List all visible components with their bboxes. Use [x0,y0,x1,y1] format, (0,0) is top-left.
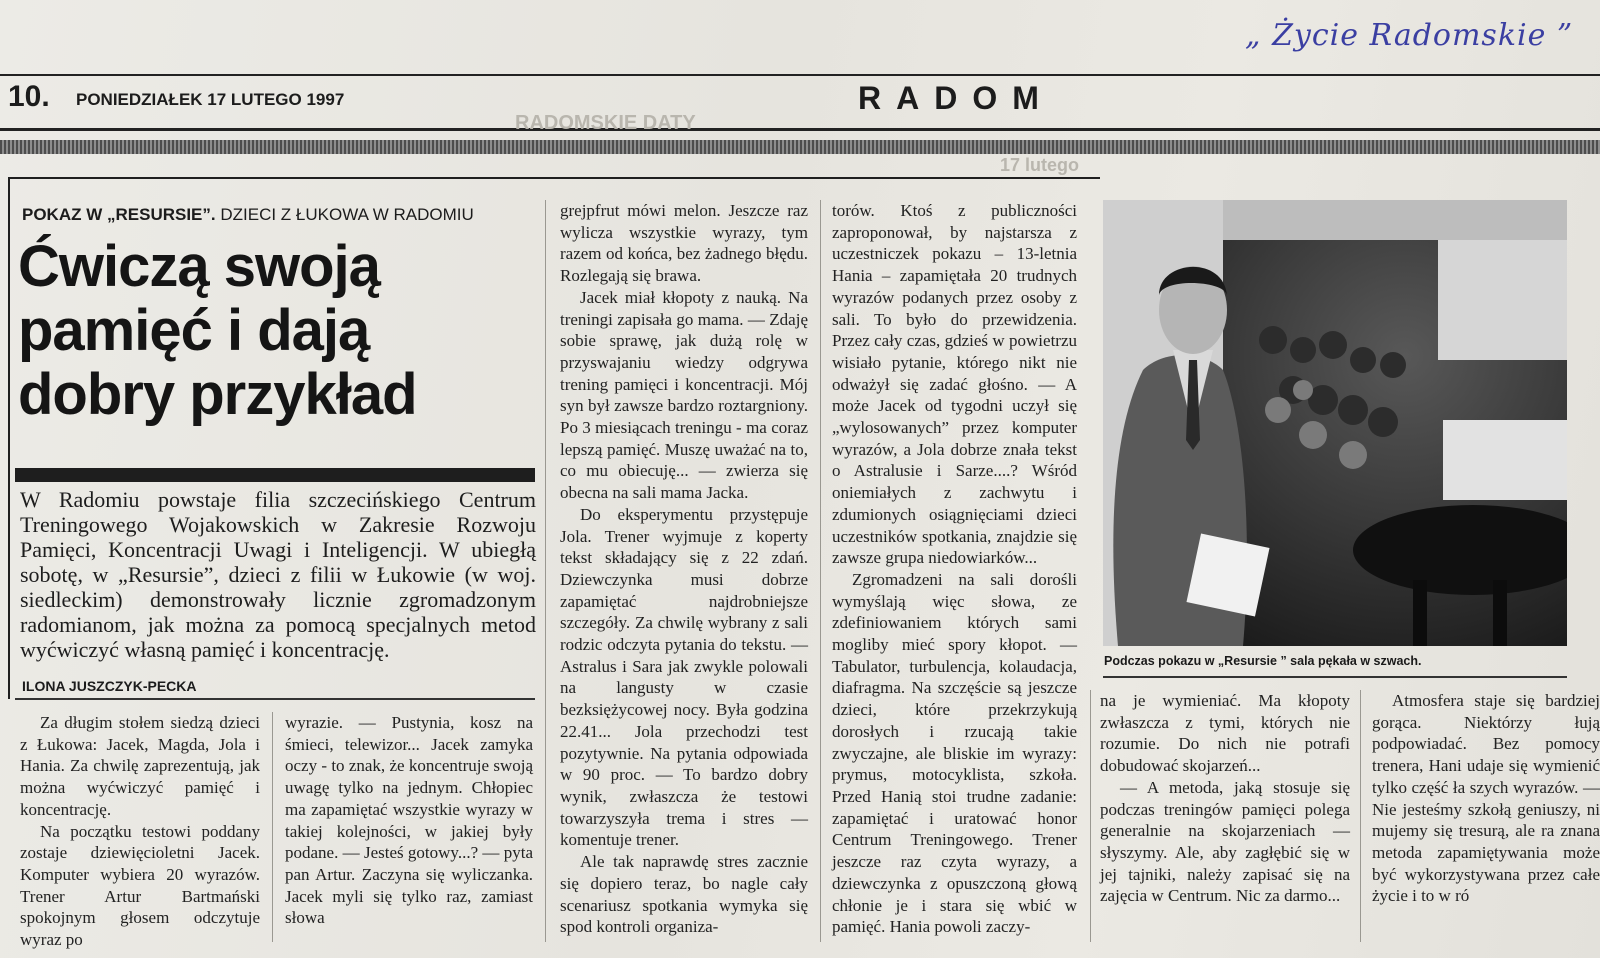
kicker-bold: POKAZ W „RESURSIE”. [22,205,216,224]
page-header [8,80,1600,120]
hatched-band [0,140,1600,154]
column-divider [820,200,821,942]
paragraph: Na początku testowi poddany zostaje dziewięcioletni Jacek. Komputer wybiera 20 wyrazów. Trener Artur Bartmański spokojnym głosem odczytuje wyraz po [20,821,260,950]
photo-illustration [1103,200,1567,646]
top-rule [0,74,1600,76]
bleed-through-text: RADOMSKIE DATY [515,112,696,134]
paragraph: na je wymieniać. Ma kłopoty zwłaszcza z tymi, których nie rozumie. Do nich nie potrafi dobudować skojarzeń... [1100,691,1350,776]
paragraph: — A metoda, jaką stosuje się podczas treningów pamięci polega generalnie na skojarzeniach — słyszymy. Ale, aby zagłębić się w jej tajniki, należy zapisać się na zajęcia w Centrum. Nic za darmo... [1100,777,1350,906]
paragraph: Atmosfera staje się bardziej gorąca. Niektórzy łują podpowiadać. Bez pomocy trenera, Hani udaje się wymienić tylko część ła szych wyrazów. — Nie jesteśmy szkołą geniuszy, ni mujemy się tresurą, ale ra znana metoda zapamiętywania może być wykorzystywana przez całe życie i to w ró [1372,691,1600,906]
handwritten-source-note: „ Życie Radomskie ” [1245,18,1574,53]
body-column-1 [20,712,260,951]
paragraph: torów. Ktoś z publiczności zaproponował, by najstarsza z uczestniczek pokazu – 13-letnia Hania – zapamiętała 20 trudnych wyrazów podanych przez osoby z sali. To było do przewidzenia. Przez cały czas, gdzieś w powietrzu wisiało pytanie, którego nikt nie odważył się zadać głośno. — A może Jacek od tygodni uczył się „wylosowanych” przez komputer wyrazów, a Jola dobrze znała tekst o Astralusie i Sarze....? Wśród oniemiałych z zachwytu i zdumionych osiągnięciami dzieci uczestników spotkania, znajdzie się zawsze grupa niedowiarków... [832,201,1077,568]
column-divider [1360,690,1361,942]
headline-line: Ćwiczą swoją [18,234,380,299]
paragraph: Za długim stołem siedzą dzieci z Łukowa: Jacek, Magda, Jola i Hania. Za chwilę zaprezentują, jak można wyćwiczyć pamięć i koncentrację. [20,713,260,819]
article-lead: W Radomiu powstaje filia szczecińskiego Centrum Treningowego Wojakowskich w Zakresie Rozwoju Pamięci, Koncentracji Uwagi i Inteligencji. W ubiegłą sobotę, w „Resursie”, dzieci z filii w Łukowie (w woj. siedleckim) demonstrowały licznie zgromadzonym radomianom, jak można za pomocą specjalnych metod wyćwiczyć własną pamięć i koncentrację. [20,487,536,662]
body-column-4 [832,200,1077,938]
paragraph: Jacek miał kłopoty z nauką. Na treningi zapisała go mama. — Zdaję sobie sprawę, jak dużą rolę w przyswajaniu wiedzy odgrywa trening pamięci i koncentracji. Mój syn był zawsze bardzo roztargniony. Po 3 miesiącach treningu - ma coraz lepszą pamięć. Muszę uważać na to, co mu obiecuję... — zwierza się obecna na sali mama Jacka. [560,287,808,503]
caption-rule [1103,676,1567,678]
article-photo [1103,200,1567,646]
byline-rule [15,698,535,700]
paragraph: Ale tak naprawdę stres zacznie się dopiero teraz, bo nagle cały scenariusz spotkania wymyka się spod kontroli organiza- [560,852,808,937]
column-divider [545,200,546,942]
header-rule [0,128,1600,131]
issue-date: PONIEDZIAŁEK 17 LUTEGO 1997 [76,90,345,109]
kicker-light: DZIECI Z ŁUKOWA W RADOMIU [220,205,474,224]
headline-line: pamięć i dają [18,298,370,363]
column-divider [1090,690,1091,942]
bleed-through-text: 17 lutego [1000,155,1080,175]
article-headline [18,235,538,427]
headline-line: dobry przykład [18,362,417,427]
paragraph: grejpfrut mówi melon. Jeszcze raz wylicza wszystkie wyrazy, tym razem od końca, bez żadnego błędu. Rozlegają się brawa. [560,201,808,286]
body-column-3 [560,200,808,938]
body-column-5 [1100,690,1350,907]
headline-underbar [15,468,535,482]
section-title: RADOM [858,80,1054,116]
column-divider [272,712,273,942]
body-column-6 [1372,690,1600,940]
paragraph: Zgromadzeni na sali dorośli wymyślają więc słowa, ze zdefiniowaniem których sami mogliby mieć spory kłopot. — Tabulator, turbulencja, kolaudacja, diafragma. Na szczęście są jeszcze dzieci, które przekrzykują dorosłych i rzucają takie zwyczajne, ale bliskie im wyrazy: prymus, motocyklista, szkoła. Przed Hanią stoi trudne zadanie: zapamiętać i uratować honor Centrum Treningowego. Trener jeszcze raz czyta wyrazy, a dziewczynka z opuszczoną głową chłonie je i stara się wbić w pamięć. Hania powoli zaczy- [832,569,1077,937]
photo-caption: Podczas pokazu w „Resursie ” sala pękała w szwach. [1104,654,1422,668]
body-column-2 [285,712,533,929]
paragraph: wyrazie. — Pustynia, kosz na śmieci, telewizor... Jacek zamyka oczy - to znak, że koncentruje swoją uwagę tylko na jednym. Chłopiec ma zapamiętać wszystkie wyrazy w takiej kolejności, w jakiej były podane. — Jesteś gotowy...? — pyta pan Artur. Zaczyna się wyliczanka. Jacek myli się tylko raz, zamiast słowa [285,713,533,928]
byline: ILONA JUSZCZYK-PECKA [22,678,197,694]
paragraph: Do eksperymentu przystępuje Jola. Trener wyjmuje z koperty tekst składający się z 22 zdań. Dziewczynka musi dobrze zapamiętać najdrobniejsze szczegóły. Za chwilę wybrany z sali rodzic odczyta pytania do tekstu. — Astralus i Sara jak zwykle polowali na langusty w czasie bezksiężycowej nocy. Była godzina 22.41... Jola przechodzi test pozytywnie. Na pytania odpowiada w 90 proc. — To bardzo dobry wynik, zwłaszcza że testowi towarzyszyła trema i stres — komentuje trener. [560,504,808,850]
page-number: 10. [8,80,50,113]
article-kicker [22,205,542,225]
